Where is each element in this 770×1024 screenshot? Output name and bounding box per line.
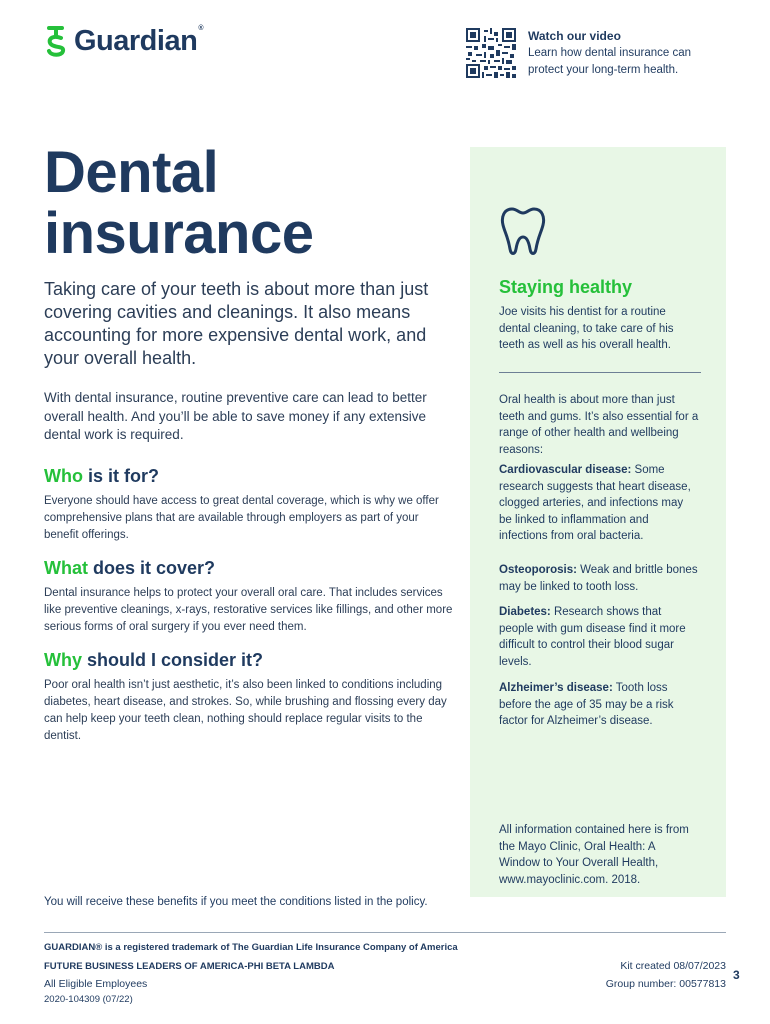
sidebar-item-alzheimers: Alzheimer’s disease: Tooth loss before the age of 35 may be a risk factor for Alzheimer’s disease. bbox=[499, 682, 674, 727]
video-line-1: Learn how dental insurance can bbox=[528, 47, 692, 59]
tooth-icon bbox=[498, 205, 548, 257]
trademark-notice: GUARDIAN® is a registered trademark of The Guardian Life Insurance Company of America bbox=[44, 942, 458, 953]
sidebar-heading: Staying healthy bbox=[499, 277, 633, 297]
sidebar-item-cardiovascular: Cardiovascular disease: Some research suggests that heart disease, clogged arteries, and infections may be linked to inflammation and infections from oral bacteria. bbox=[499, 464, 691, 542]
section-text: Everyone should have access to great dental coverage, which is why we offer comprehensive plans that are available through employers as part of your benefit offerings. bbox=[44, 495, 439, 541]
organization-name: FUTURE BUSINESS LEADERS OF AMERICA-PHI BETA LAMBDA bbox=[44, 961, 335, 972]
video-line-2: protect your long-term health. bbox=[528, 64, 679, 76]
sidebar-source: All information contained here is from the Mayo Clinic, Oral Health: A Window to Your Overall Health, www.mayoclinic.com. 2018. bbox=[499, 824, 689, 886]
video-callout bbox=[528, 28, 691, 79]
sidebar-item-osteoporosis: Osteoporosis: Weak and brittle bones may be linked to tooth loss. bbox=[499, 564, 698, 593]
sidebar-lead: Oral health is about more than just teeth and gums. It’s also essential for a range of other health and wellbeing reasons: bbox=[499, 394, 699, 456]
sidebar-item-diabetes: Diabetes: Research shows that people with gum disease find it more difficult to control their blood sugar levels. bbox=[499, 606, 686, 668]
sidebar-divider bbox=[499, 372, 701, 373]
page-number: 3 bbox=[733, 968, 740, 982]
guardian-logo-icon bbox=[44, 24, 68, 58]
section-heading: Who is it for? bbox=[44, 466, 159, 486]
section-text: Poor oral health isn’t just aesthetic, it’s also been linked to conditions including diabetes, heart disease, and strokes. So, while brushing and flossing every day can help keep your teeth clean, nothing should replace regular visits to the dentist. bbox=[44, 679, 447, 742]
group-number: Group number: 00577813 bbox=[605, 978, 726, 990]
intro-paragraph: Taking care of your teeth is about more than just covering cavities and cleanings. It also means accounting for more expensive dental work, and your overall health. bbox=[44, 279, 429, 368]
policy-note: You will receive these benefits if you meet the conditions listed in the policy. bbox=[44, 896, 428, 908]
qr-code-icon[interactable] bbox=[466, 28, 516, 78]
video-title[interactable]: Watch our video bbox=[528, 29, 621, 43]
section-heading: What does it cover? bbox=[44, 558, 216, 578]
sidebar-story: Joe visits his dentist for a routine dental cleaning, to take care of his teeth as well as his overall health. bbox=[499, 306, 674, 351]
form-id: 2020-104309 (07/22) bbox=[44, 994, 133, 1005]
guardian-logo bbox=[44, 24, 203, 58]
page-title: Dental insurance bbox=[44, 140, 314, 266]
section-text: Dental insurance helps to protect your overall oral care. That includes services like preventive cleanings, x-rays, restorative services like fillings, and other more serious forms of oral surgery if you ever need them. bbox=[44, 587, 453, 633]
logo-text: Guardian® bbox=[74, 24, 203, 57]
footer-divider bbox=[44, 932, 726, 933]
body-paragraph: With dental insurance, routine preventive care can lead to better overall health. And you’ll be able to save money if any extensive dental work is required. bbox=[44, 390, 427, 442]
section-why bbox=[44, 650, 454, 745]
section-who bbox=[44, 466, 454, 544]
audience: All Eligible Employees bbox=[44, 978, 148, 990]
section-heading: Why should I consider it? bbox=[44, 650, 264, 670]
section-what bbox=[44, 558, 454, 636]
kit-created: Kit created 08/07/2023 bbox=[620, 960, 726, 972]
